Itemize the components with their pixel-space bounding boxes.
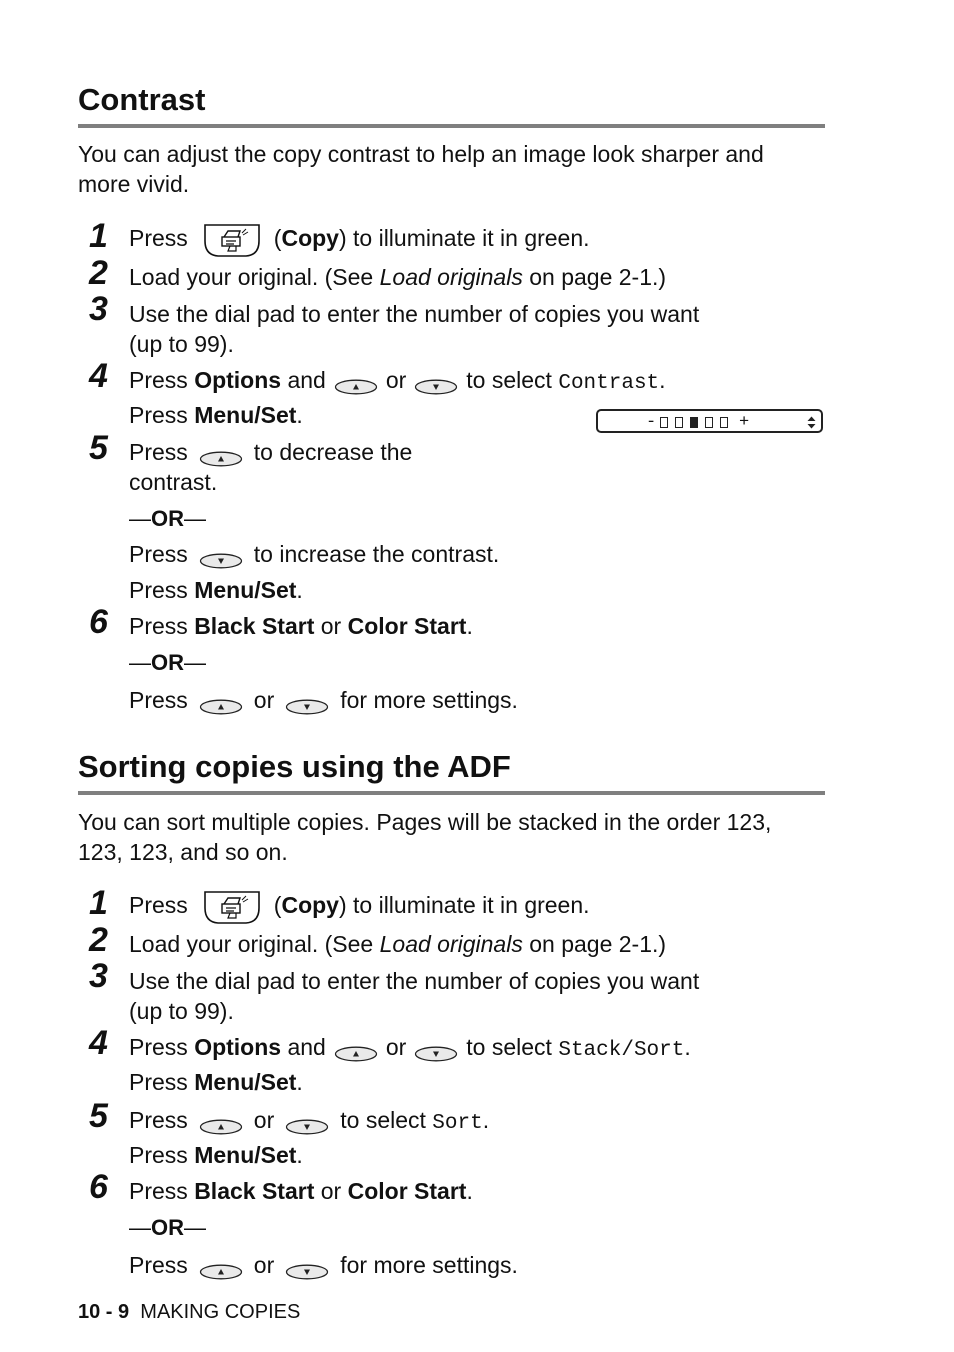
text: Press (129, 892, 188, 919)
step-5-text (129, 437, 412, 497)
text: (up to 99). (129, 998, 234, 1024)
step-4-text (129, 365, 666, 399)
lcd-contrast-segment (705, 417, 713, 428)
text: . (296, 1142, 303, 1168)
step-number: 5 (89, 429, 108, 467)
lcd-option-text: Sort (432, 1112, 483, 1135)
step-number: 2 (89, 921, 108, 959)
step-number: 1 (89, 217, 108, 255)
step-number: 4 (89, 357, 108, 395)
text: or (320, 1178, 342, 1204)
step-number: 3 (89, 957, 108, 995)
text: Press (129, 1107, 188, 1133)
or-separator (129, 648, 206, 678)
or-separator (129, 504, 206, 534)
cross-reference: Load originals (379, 931, 523, 957)
step-5-press-menu-set (129, 1140, 303, 1170)
intro-line: You can sort multiple copies. Pages will be stacked in the order 123, (78, 809, 772, 835)
step-number: 1 (89, 884, 108, 922)
up-down-scroll-icon (807, 416, 816, 429)
copy-key-icon (202, 888, 262, 926)
text: . (659, 367, 666, 393)
section-title-sorting: Sorting copies using the ADF (78, 749, 511, 784)
up-arrow-key-icon (334, 1039, 378, 1055)
step-2-text (129, 929, 666, 959)
text: or (385, 367, 407, 393)
lcd-contrast-segment (660, 417, 668, 428)
copy-label: Copy (281, 892, 339, 919)
options-label: Options (194, 1034, 282, 1060)
up-arrow-key-icon (199, 1257, 243, 1273)
text: — (184, 650, 206, 675)
menu-set-label: Menu/Set (194, 1142, 297, 1168)
text: . (482, 1107, 490, 1133)
step-6-alt-text (129, 1250, 518, 1280)
up-arrow-key-icon (199, 692, 243, 708)
section-intro (78, 139, 838, 199)
color-start-label: Color Start (347, 1178, 467, 1204)
text: — (129, 650, 151, 675)
text: Press (129, 541, 188, 567)
text: . (466, 1178, 473, 1204)
page-footer (78, 1301, 300, 1324)
text: contrast. (129, 469, 218, 495)
text: to select (466, 367, 552, 393)
text: Press (129, 225, 188, 252)
text: ( (273, 892, 282, 919)
black-start-label: Black Start (194, 613, 315, 639)
step-3-text (129, 966, 699, 1026)
text: . (296, 577, 303, 603)
text: . (466, 613, 473, 639)
step-6-text (129, 1176, 473, 1206)
up-arrow-key-icon (334, 372, 378, 388)
step-1-text (129, 221, 590, 259)
lcd-plus: + (739, 413, 750, 432)
step-4-press-menu-set (129, 400, 303, 430)
step-6-alt-text (129, 685, 518, 715)
text: to increase the contrast. (253, 541, 500, 567)
step-number: 4 (89, 1024, 108, 1062)
text: Press (129, 1252, 188, 1278)
lcd-contrast-display (596, 409, 823, 433)
text: . (296, 1069, 303, 1095)
text: OR (151, 1215, 184, 1240)
menu-set-label: Menu/Set (194, 402, 297, 428)
text: and (287, 1034, 326, 1060)
text: for more settings. (340, 1252, 518, 1278)
step-number: 5 (89, 1097, 108, 1135)
down-arrow-key-icon (285, 1112, 329, 1128)
copy-key-icon (202, 221, 262, 259)
step-5-press-menu-set (129, 575, 303, 605)
intro-line: You can adjust the copy contrast to help an image look sharper and (78, 141, 764, 167)
step-number: 6 (89, 603, 108, 641)
text: Press (129, 1069, 188, 1095)
copy-label: Copy (281, 225, 339, 252)
lcd-minus: - (646, 413, 657, 432)
step-5-text (129, 1105, 489, 1139)
step-3-text (129, 299, 699, 359)
step-number: 6 (89, 1168, 108, 1206)
or-separator (129, 1213, 206, 1243)
down-arrow-key-icon (285, 692, 329, 708)
text: on page 2-1.) (522, 931, 667, 957)
text: or (253, 1252, 275, 1278)
down-arrow-key-icon (414, 372, 458, 388)
text: ) to illuminate it in green. (338, 225, 590, 252)
step-1-text (129, 888, 590, 926)
text: — (129, 506, 151, 531)
chapter-name: MAKING COPIES (140, 1301, 301, 1323)
text: Press (129, 439, 188, 465)
text: Press (129, 1034, 188, 1060)
text: Use the dial pad to enter the number of copies you want (129, 968, 700, 994)
section-rule (78, 124, 825, 128)
down-arrow-key-icon (285, 1257, 329, 1273)
text: — (184, 506, 206, 531)
black-start-label: Black Start (194, 1178, 315, 1204)
options-label: Options (194, 367, 282, 393)
text: for more settings. (340, 687, 518, 713)
text: or (253, 1107, 275, 1133)
text: or (320, 613, 342, 639)
down-arrow-key-icon (414, 1039, 458, 1055)
lcd-contrast-segment (690, 417, 698, 428)
intro-line: more vivid. (78, 171, 190, 197)
text: Press (129, 1178, 188, 1204)
section-intro (78, 807, 838, 867)
text: ) to illuminate it in green. (338, 892, 590, 919)
menu-set-label: Menu/Set (194, 1069, 297, 1095)
text: Press (129, 367, 188, 393)
section-title-contrast: Contrast (78, 82, 206, 117)
text: OR (151, 506, 184, 531)
text: Load your original. (See (129, 931, 380, 957)
step-4-text (129, 1032, 691, 1066)
text: or (385, 1034, 407, 1060)
text: Load your original. (See (129, 264, 380, 290)
up-arrow-key-icon (199, 444, 243, 460)
text: — (129, 1215, 151, 1240)
text: OR (151, 650, 184, 675)
text: Press (129, 1142, 188, 1168)
lcd-contrast-segment (720, 417, 728, 428)
section-rule (78, 791, 825, 795)
down-arrow-key-icon (199, 546, 243, 562)
text: Press (129, 577, 188, 603)
menu-set-label: Menu/Set (194, 577, 297, 603)
text: (up to 99). (129, 331, 234, 357)
lcd-option-text: Contrast (558, 372, 660, 395)
text: Press (129, 402, 188, 428)
text: — (184, 1215, 206, 1240)
lcd-contrast-segment (675, 417, 683, 428)
page-number: 10 - 9 (78, 1301, 130, 1323)
step-number: 2 (89, 254, 108, 292)
step-4-press-menu-set (129, 1067, 303, 1097)
intro-line: 123, 123, and so on. (78, 839, 288, 865)
text: ( (273, 225, 282, 252)
step-5-alt-text (129, 539, 499, 569)
text: . (296, 402, 303, 428)
lcd-option-text: Stack/Sort (558, 1039, 685, 1062)
cross-reference: Load originals (379, 264, 523, 290)
text: to decrease the (253, 439, 413, 465)
step-6-text (129, 611, 473, 641)
text: or (253, 687, 275, 713)
text: Press (129, 687, 188, 713)
text: Press (129, 613, 188, 639)
text: and (287, 367, 326, 393)
text: on page 2-1.) (522, 264, 667, 290)
text: Use the dial pad to enter the number of copies you want (129, 301, 700, 327)
step-2-text (129, 262, 666, 292)
text: to select (466, 1034, 552, 1060)
text: . (684, 1034, 691, 1060)
step-number: 3 (89, 290, 108, 328)
up-arrow-key-icon (199, 1112, 243, 1128)
color-start-label: Color Start (347, 613, 467, 639)
text: to select (340, 1107, 426, 1133)
